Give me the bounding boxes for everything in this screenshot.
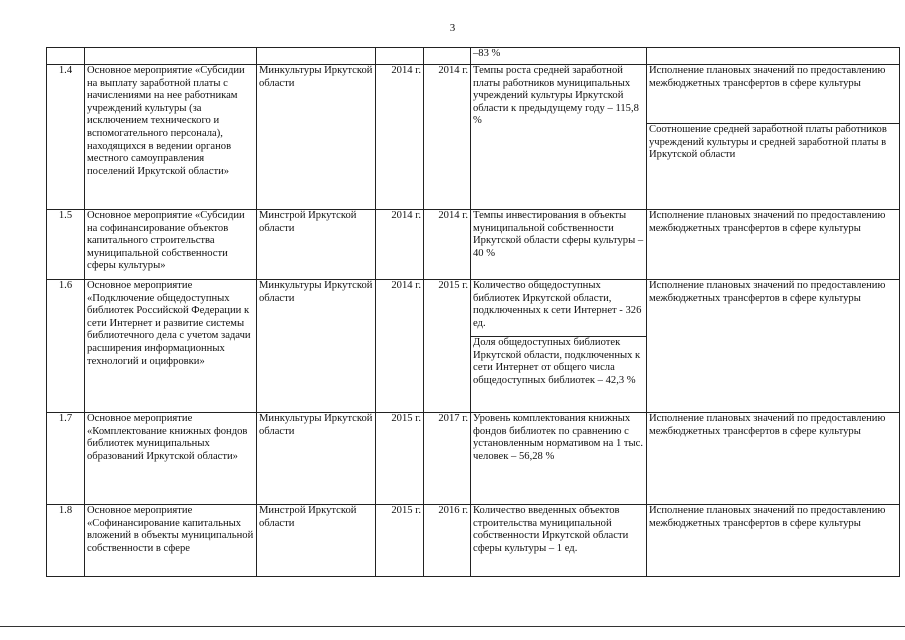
table-row	[47, 210, 900, 280]
bottom-rule	[0, 626, 905, 627]
end-year: 2014 г.	[424, 65, 471, 210]
expected-result: Исполнение плановых значений по предоставлению межбюджетных трансфертов в сфере культуры	[647, 505, 900, 577]
end-year: 2015 г.	[424, 280, 471, 413]
activity-name: Основное мероприятие «Подключение общедоступных библиотек Российской Федерации к сети Интернет и развитие системы библиотечного дела с учетом задачи расширения информационных технологий и оцифровки»	[85, 280, 257, 413]
table-row	[47, 505, 900, 577]
indicator-text: Количество общедоступных библиотек Иркутской области, подключенных к сети Интернет - 326 ед.	[471, 280, 647, 337]
table-row	[47, 280, 900, 337]
start-year: 2014 г.	[376, 210, 424, 280]
responsible-org: Минстрой Иркутской области	[257, 505, 376, 577]
start-year: 2014 г.	[376, 280, 424, 413]
start-year: 2015 г.	[376, 505, 424, 577]
end-year: 2016 г.	[424, 505, 471, 577]
table-row	[47, 48, 900, 65]
start-year: 2015 г.	[376, 413, 424, 505]
end-year: 2014 г.	[424, 210, 471, 280]
expected-result: Исполнение плановых значений по предоставлению межбюджетных трансфертов в сфере культуры	[647, 413, 900, 505]
row-number: 1.6	[47, 280, 85, 413]
table-row	[47, 65, 900, 124]
table-body	[47, 48, 900, 577]
end-year: 2017 г.	[424, 413, 471, 505]
expected-result: Исполнение плановых значений по предоставлению межбюджетных трансфертов в сфере культуры	[647, 280, 900, 413]
indicator-text: –83 %	[471, 48, 647, 65]
start-year	[376, 48, 424, 65]
responsible-org: Минкультуры Иркутской области	[257, 280, 376, 413]
indicator-text: Количество введенных объектов строительства муниципальной собственности Иркутской области сферы культуры – 1 ед.	[471, 505, 647, 577]
indicator-text: Уровень комплектования книжных фондов библиотек по сравнению с установленным нормативом на 1 тыс. человек – 56,28 %	[471, 413, 647, 505]
table-row	[47, 413, 900, 505]
activity-name: Основное мероприятие «Софинансирование капитальных вложений в объекты муниципальной собственности в сфере	[85, 505, 257, 577]
end-year	[424, 48, 471, 65]
start-year: 2014 г.	[376, 65, 424, 210]
activity-name: Основное мероприятие «Комплектование книжных фондов библиотек муниципальных образований Иркутской области»	[85, 413, 257, 505]
row-number: 1.5	[47, 210, 85, 280]
indicator-text: Доля общедоступных библиотек Иркутской области, подключенных к сети Интернет от общего числа общедоступных библиотек – 42,3 %	[471, 337, 647, 413]
responsible-org: Минкультуры Иркутской области	[257, 413, 376, 505]
row-number	[47, 48, 85, 65]
activity-name: Основное мероприятие «Субсидии на выплату заработной платы с начислениями на нее работникам учреждений культуры (за исключением технического и вспомогательного персонала), находящихся в ведении органов местного самоуправления поселений Иркутской области»	[85, 65, 257, 210]
expected-result	[647, 48, 900, 65]
activity-name: Основное мероприятие «Субсидии на софинансирование объектов капитального строительства муниципальной собственности сферы культуры»	[85, 210, 257, 280]
row-number: 1.8	[47, 505, 85, 577]
indicator-text: Темпы роста средней заработной платы работников муниципальных учреждений культуры Иркутской области к предыдущему году – 115,8 %	[471, 65, 647, 210]
page-number: 3	[449, 22, 456, 34]
row-number: 1.4	[47, 65, 85, 210]
row-number: 1.7	[47, 413, 85, 505]
expected-result: Исполнение плановых значений по предоставлению межбюджетных трансфертов в сфере культуры	[647, 210, 900, 280]
activities-table	[46, 47, 900, 577]
activity-name	[85, 48, 257, 65]
expected-result: Исполнение плановых значений по предоставлению межбюджетных трансфертов в сфере культуры	[647, 65, 900, 124]
responsible-org	[257, 48, 376, 65]
responsible-org: Минкультуры Иркутской области	[257, 65, 376, 210]
responsible-org: Минстрой Иркутской области	[257, 210, 376, 280]
expected-result: Соотношение средней заработной платы работников учреждений культуры и средней заработной платы в Иркутской области	[647, 124, 900, 210]
indicator-text: Темпы инвестирования в объекты муниципальной собственности Иркутской области сферы культуры – 40 %	[471, 210, 647, 280]
